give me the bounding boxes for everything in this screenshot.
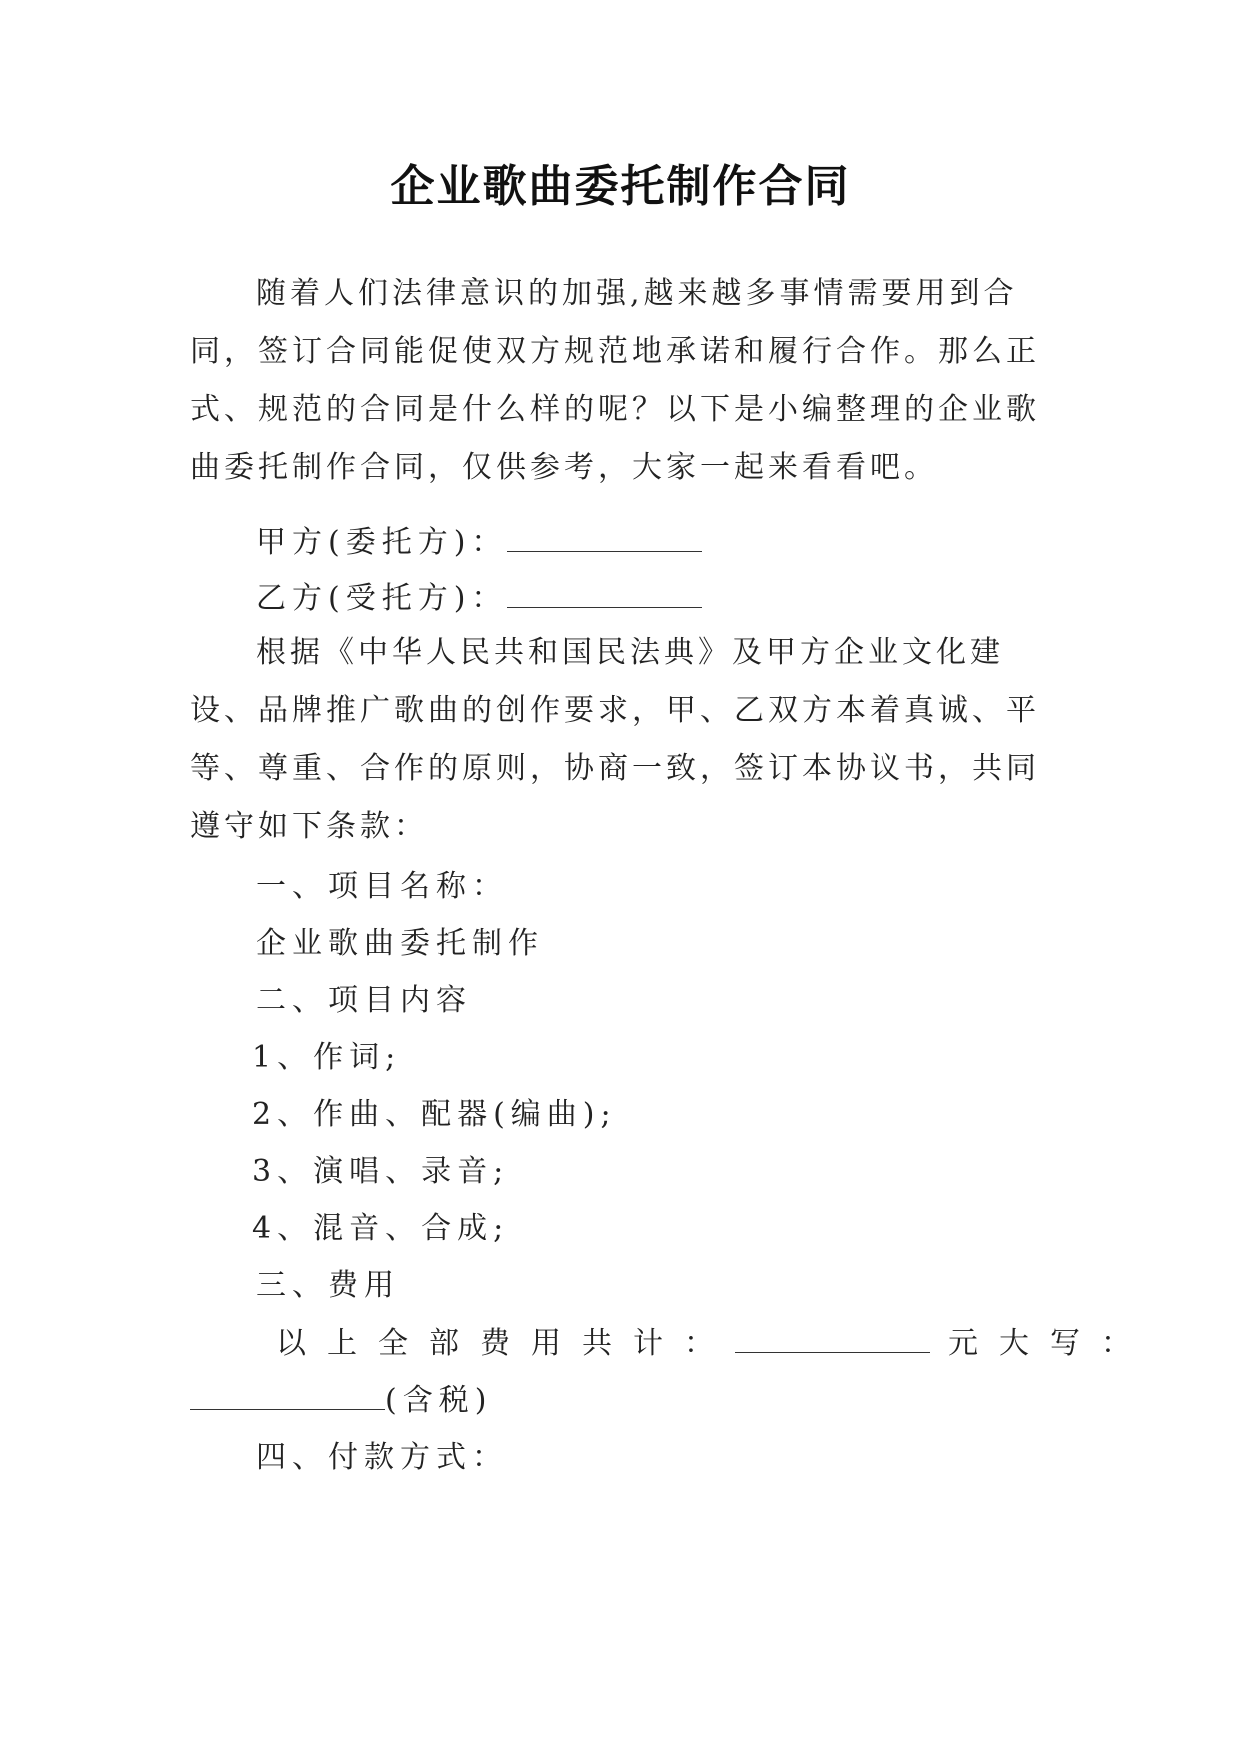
intro-paragraph: 随着人们法律意识的加强,越来越多事情需要用到合同，签订合同能促使双方规范地承诺和履行合作。那么正式、规范的合同是什么样的呢？以下是小编整理的企业歌曲委托制作合同，仅供参考，大家一起来看看吧。 (190, 276, 1040, 485)
party-b-blank[interactable] (507, 573, 702, 608)
preamble-paragraph: 根据《中华人民共和国民法典》及甲方企业文化建设、品牌推广歌曲的创作要求，甲、乙双方本着真诚、平等、尊重、合作的原则，协商一致，签订本协议书，共同遵守如下条款： (190, 635, 1040, 844)
section2-heading: 二、项目内容 (256, 983, 472, 1018)
party-a-line (256, 514, 702, 572)
fee-line (276, 1315, 1152, 1373)
fee-uppercase-blank[interactable] (190, 1375, 385, 1410)
section3-heading: 三、费用 (256, 1268, 400, 1303)
fee-amount-blank[interactable] (735, 1318, 930, 1353)
list-item: 4、混音、合成; (252, 1211, 510, 1246)
party-b-line (256, 570, 702, 628)
document-title: 企业歌曲委托制作合同 (390, 161, 851, 212)
party-a-label: 甲方(委托方)： (256, 525, 508, 560)
section1-heading: 一、项目名称： (256, 869, 508, 904)
fee-uppercase-line (190, 1372, 492, 1430)
list-item: 2、作曲、配器(编曲); (252, 1097, 617, 1132)
party-b-label: 乙方(受托方)： (256, 581, 508, 616)
fee-prefix: 以上全部费用共计： (276, 1326, 735, 1361)
fee-suffix: (含税) (385, 1383, 493, 1418)
list-item: 1、作词; (252, 1040, 402, 1075)
section1-content: 企业歌曲委托制作 (256, 926, 544, 961)
party-a-blank[interactable] (507, 517, 702, 552)
list-item: 3、演唱、录音; (252, 1154, 510, 1189)
fee-unit: 元大写： (948, 1326, 1152, 1361)
section4-heading: 四、付款方式： (256, 1440, 508, 1475)
